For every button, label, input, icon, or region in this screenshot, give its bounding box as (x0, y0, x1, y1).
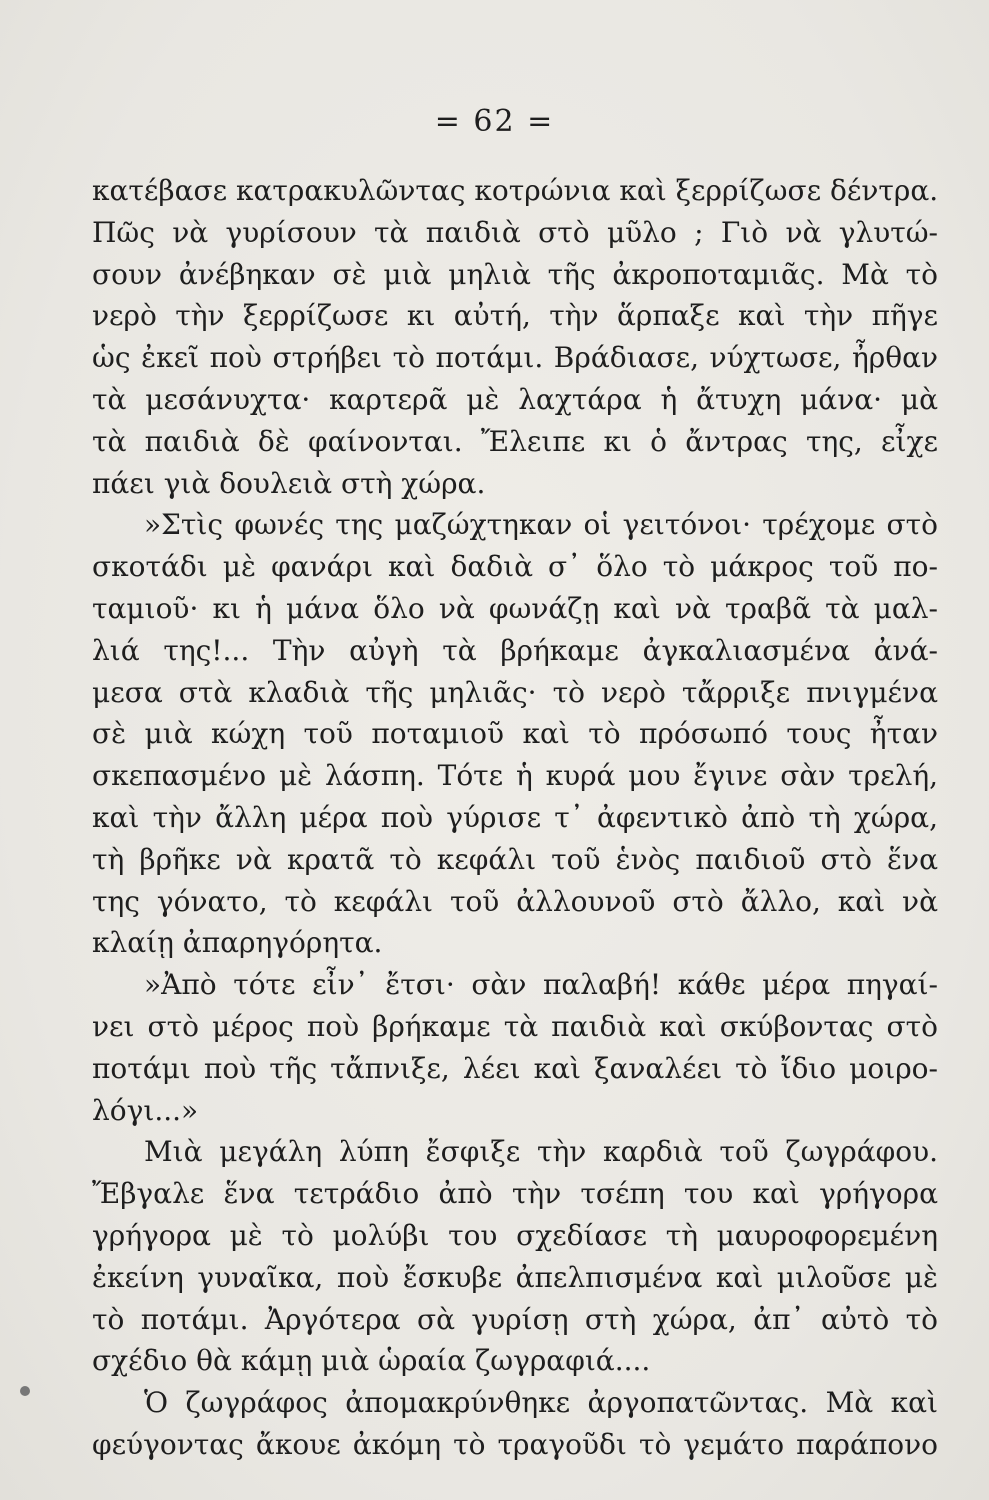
text-line: της γόνατο, τὸ κεφάλι τοῦ ἀλλουνοῦ στὸ ἄλλο, καὶ νὰ (92, 884, 938, 918)
text-line: ποτάμι ποὺ τῆς τἄπνιξε, λέει καὶ ξαναλέει τὸ ἴδιο μοιρο- (92, 1051, 938, 1085)
text-line: »Ἀπὸ τότε εἶν᾽ ἔτσι· σὰν παλαβή! κάθε μέρα πηγαί- (144, 968, 938, 1002)
text-line: νερὸ τὴν ξερρίζωσε κι αὐτή, τὴν ἅρπαξε καὶ τὴν πῆγε (92, 299, 938, 333)
text-line: πάει γιὰ δουλειὰ στὴ χώρα. (92, 466, 486, 500)
text-line: σχέδιο θὰ κάμῃ μιὰ ὡραία ζωγραφιά.... (92, 1344, 651, 1378)
text-line: τὴ βρῆκε νὰ κρατᾶ τὸ κεφάλι τοῦ ἑνὸς παιδιοῦ στὸ ἕνα (92, 842, 938, 876)
text-line: ἐκείνη γυναῖκα, ποὺ ἔσκυβε ἀπελπισμένα καὶ μιλοῦσε μὲ (92, 1260, 938, 1294)
page-number: = 62 = (434, 104, 555, 139)
text-line: καὶ τὴν ἄλλη μέρα ποὺ γύρισε τ᾽ ἀφεντικὸ ἀπὸ τὴ χώρα, (92, 800, 938, 834)
text-line: μεσα στὰ κλαδιὰ τῆς μηλιᾶς· τὸ νερὸ τἄρριξε πνιγμένα (92, 675, 938, 709)
text-line: κλαίῃ ἀπαρηγόρητα. (92, 926, 383, 960)
text-line: ὡς ἐκεῖ ποὺ στρήβει τὸ ποτάμι. Βράδιασε, νύχτωσε, ἦρθαν (92, 341, 938, 375)
text-line: φεύγοντας ἄκουε ἀκόμη τὸ τραγοῦδι τὸ γεμάτο παράπονο (92, 1427, 938, 1461)
text-line: ταμιοῦ· κι ἡ μάνα ὅλο νὰ φωνάζῃ καὶ νὰ τραβᾶ τὰ μαλ- (92, 591, 938, 625)
text-line: τὸ ποτάμι. Ἀργότερα σὰ γυρίσῃ στὴ χώρα, ἀπ᾽ αὐτὸ τὸ (92, 1302, 938, 1336)
text-line: Μιὰ μεγάλη λύπη ἔσφιξε τὴν καρδιὰ τοῦ ζωγράφου. (144, 1135, 938, 1169)
text-line: »Στὶς φωνές της μαζώχτηκαν οἱ γειτόνοι· τρέχομε στὸ (144, 508, 938, 542)
text-line: Ἔβγαλε ἕνα τετράδιο ἀπὸ τὴν τσέπη του καὶ γρήγορα (92, 1177, 938, 1211)
text-line: λιά της!... Τὴν αὐγὴ τὰ βρήκαμε ἀγκαλιασμένα ἀνά- (92, 633, 938, 667)
body-text (92, 170, 938, 1466)
text-line: γρήγορα μὲ τὸ μολύβι του σχεδίασε τὴ μαυροφορεμένη (92, 1218, 938, 1252)
text-line: σκοτάδι μὲ φανάρι καὶ δαδιὰ σ᾽ ὅλο τὸ μάκρος τοῦ πο- (92, 550, 938, 584)
text-line: κατέβασε κατρακυλῶντας κοτρώνια καὶ ξερρίζωσε δέντρα. (92, 174, 939, 207)
ink-speck (20, 1386, 30, 1396)
text-line: σὲ μιὰ κώχη τοῦ ποταμιοῦ καὶ τὸ πρόσωπό τους ἦταν (92, 717, 938, 751)
text-line: Ὁ ζωγράφος ἀπομακρύνθηκε ἀργοπατῶντας. Μὰ καὶ (144, 1386, 938, 1420)
text-line: σκεπασμένο μὲ λάσπη. Τότε ἡ κυρά μου ἔγινε σὰν τρελή, (92, 759, 938, 793)
text-line: τὰ παιδιὰ δὲ φαίνονται. Ἔλειπε κι ὁ ἄντρας της, εἶχε (92, 424, 938, 458)
text-line: τὰ μεσάνυχτα· καρτερᾶ μὲ λαχτάρα ἡ ἄτυχη μάνα· μὰ (92, 382, 938, 416)
text-line: λόγι...» (92, 1093, 199, 1127)
text-line: Πῶς νὰ γυρίσουν τὰ παιδιὰ στὸ μῦλο ; Γιὸ νὰ γλυτώ- (92, 215, 938, 249)
text-line: σουν ἀνέβηκαν σὲ μιὰ μηλιὰ τῆς ἀκροποταμιᾶς. Μὰ τὸ (92, 257, 938, 291)
text-line: νει στὸ μέρος ποὺ βρήκαμε τὰ παιδιὰ καὶ σκύβοντας στὸ (92, 1009, 938, 1043)
